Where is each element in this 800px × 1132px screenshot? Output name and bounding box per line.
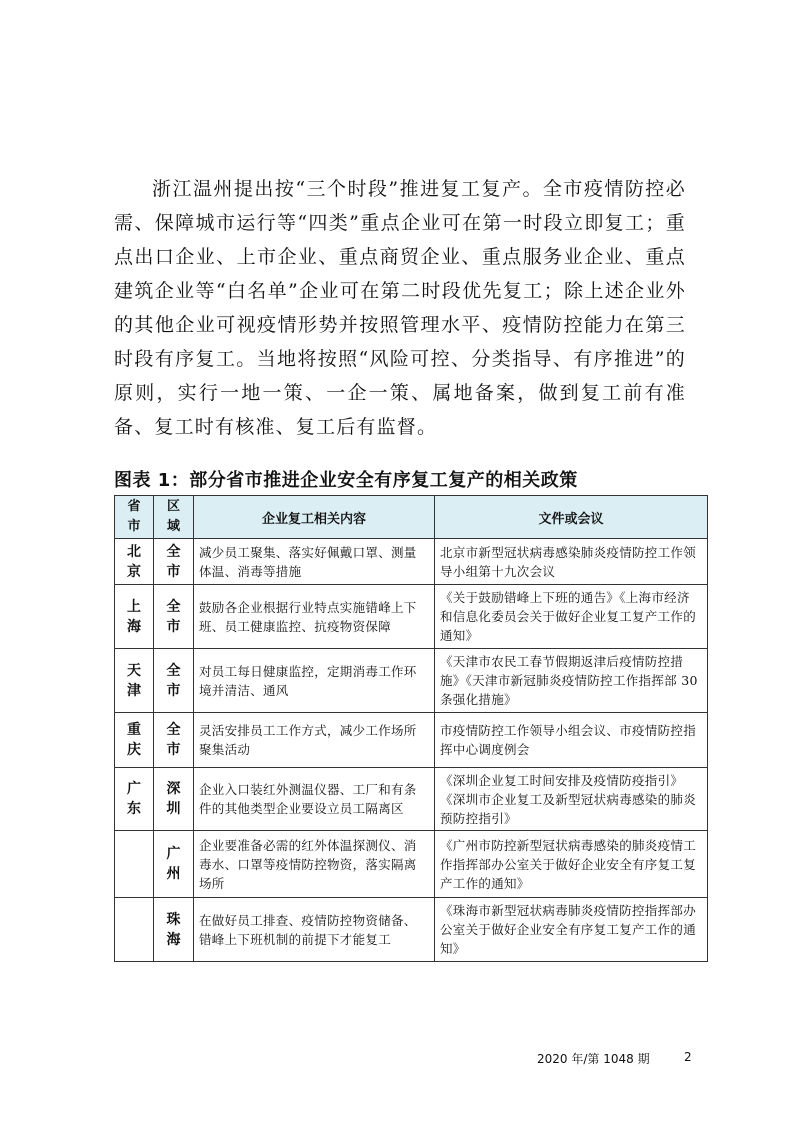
row-area: 深圳	[154, 768, 194, 831]
row-content: 企业要准备必需的红外体温探测仪、消毒水、口罩等疫情防控物资，落实隔离场所	[194, 831, 435, 898]
table-row	[115, 585, 708, 649]
row-province: 广东	[115, 768, 154, 831]
header-area: 区域	[154, 496, 194, 539]
row-area: 全市	[154, 713, 194, 768]
row-docs: 《珠海市新型冠状病毒肺炎疫情防控指挥部办公室关于做好企业安全有序复工复产工作的通知》	[435, 898, 708, 962]
row-docs: 市疫情防控工作领导小组会议、市疫情防控指挥中心调度例会	[435, 713, 708, 768]
row-docs: 《关于鼓励错峰上下班的通告》《上海市经济和信息化委员会关于做好企业复工复产工作的通知》	[435, 585, 708, 649]
row-province: 北京	[115, 539, 154, 585]
row-province	[115, 831, 154, 898]
row-content: 灵活安排员工工作方式，减少工作场所聚集活动	[194, 713, 435, 768]
table-row	[115, 898, 708, 962]
row-content: 企业入口装红外测温仪器、工厂和有条件的其他类型企业要设立员工隔离区	[194, 768, 435, 831]
row-area: 全市	[154, 539, 194, 585]
issue-label: 2020 年/第 1048 期	[537, 1052, 650, 1066]
row-area: 全市	[154, 649, 194, 713]
row-area: 珠海	[154, 898, 194, 962]
body-paragraph: 浙江温州提出按“三个时段”推进复工复产。全市疫情防控必需、保障城市运行等“四类”重点企业可在第一时段立即复工；重点出口企业、上市企业、重点商贸企业、重点服务业企业、重点建筑企业等“白名单”企业可在第二时段优先复工；除上述企业外的其他企业可视疫情形势并按照管理水平、疫情防控能力在第三时段有序复工。当地将按照“风险可控、分类指导、有序推进”的原则，实行一地一策、一企一策、属地备案，做到复工前有准备、复工时有核准、复工后有监督。	[114, 178, 686, 438]
row-area: 广州	[154, 831, 194, 898]
table-row	[115, 539, 708, 585]
row-docs: 《天津市农民工春节假期返津后疫情防控措施》《天津市新冠肺炎疫情防控工作指挥部 30 条强化措施》	[435, 649, 708, 713]
row-docs: 《广州市防控新型冠状病毒感染的肺炎疫情工作指挥部办公室关于做好企业安全有序复工复产工作的通知》	[435, 831, 708, 898]
row-province: 上海	[115, 585, 154, 649]
row-province: 天津	[115, 649, 154, 713]
header-docs: 文件或会议	[435, 496, 708, 539]
row-province: 重庆	[115, 713, 154, 768]
header-province: 省市	[115, 496, 154, 539]
row-content: 鼓励各企业根据行业特点实施错峰上下班、员工健康监控、抗疫物资保障	[194, 585, 435, 649]
table-caption: 图表 1：部分省市推进企业安全有序复工复产的相关政策	[114, 470, 578, 491]
header-content: 企业复工相关内容	[194, 496, 435, 539]
row-docs: 《深圳企业复工时间安排及疫情防疫指引》《深圳市企业复工及新型冠状病毒感染的肺炎预防控指引》	[435, 768, 708, 831]
row-content: 减少员工聚集、落实好佩戴口罩、测量体温、消毒等措施	[194, 539, 435, 585]
row-content: 在做好员工排查、疫情防控物资储备、错峰上下班机制的前提下才能复工	[194, 898, 435, 962]
table-row	[115, 831, 708, 898]
table-header-row	[115, 496, 708, 539]
table-row	[115, 768, 708, 831]
row-content: 对员工每日健康监控，定期消毒工作环境并清洁、通风	[194, 649, 435, 713]
table-row	[115, 713, 708, 768]
policy-table	[114, 495, 708, 962]
row-area: 全市	[154, 585, 194, 649]
table-row	[115, 649, 708, 713]
row-province	[115, 898, 154, 962]
page-number: 2	[684, 1050, 692, 1064]
row-docs: 北京市新型冠状病毒感染肺炎疫情防控工作领导小组第十九次会议	[435, 539, 708, 585]
